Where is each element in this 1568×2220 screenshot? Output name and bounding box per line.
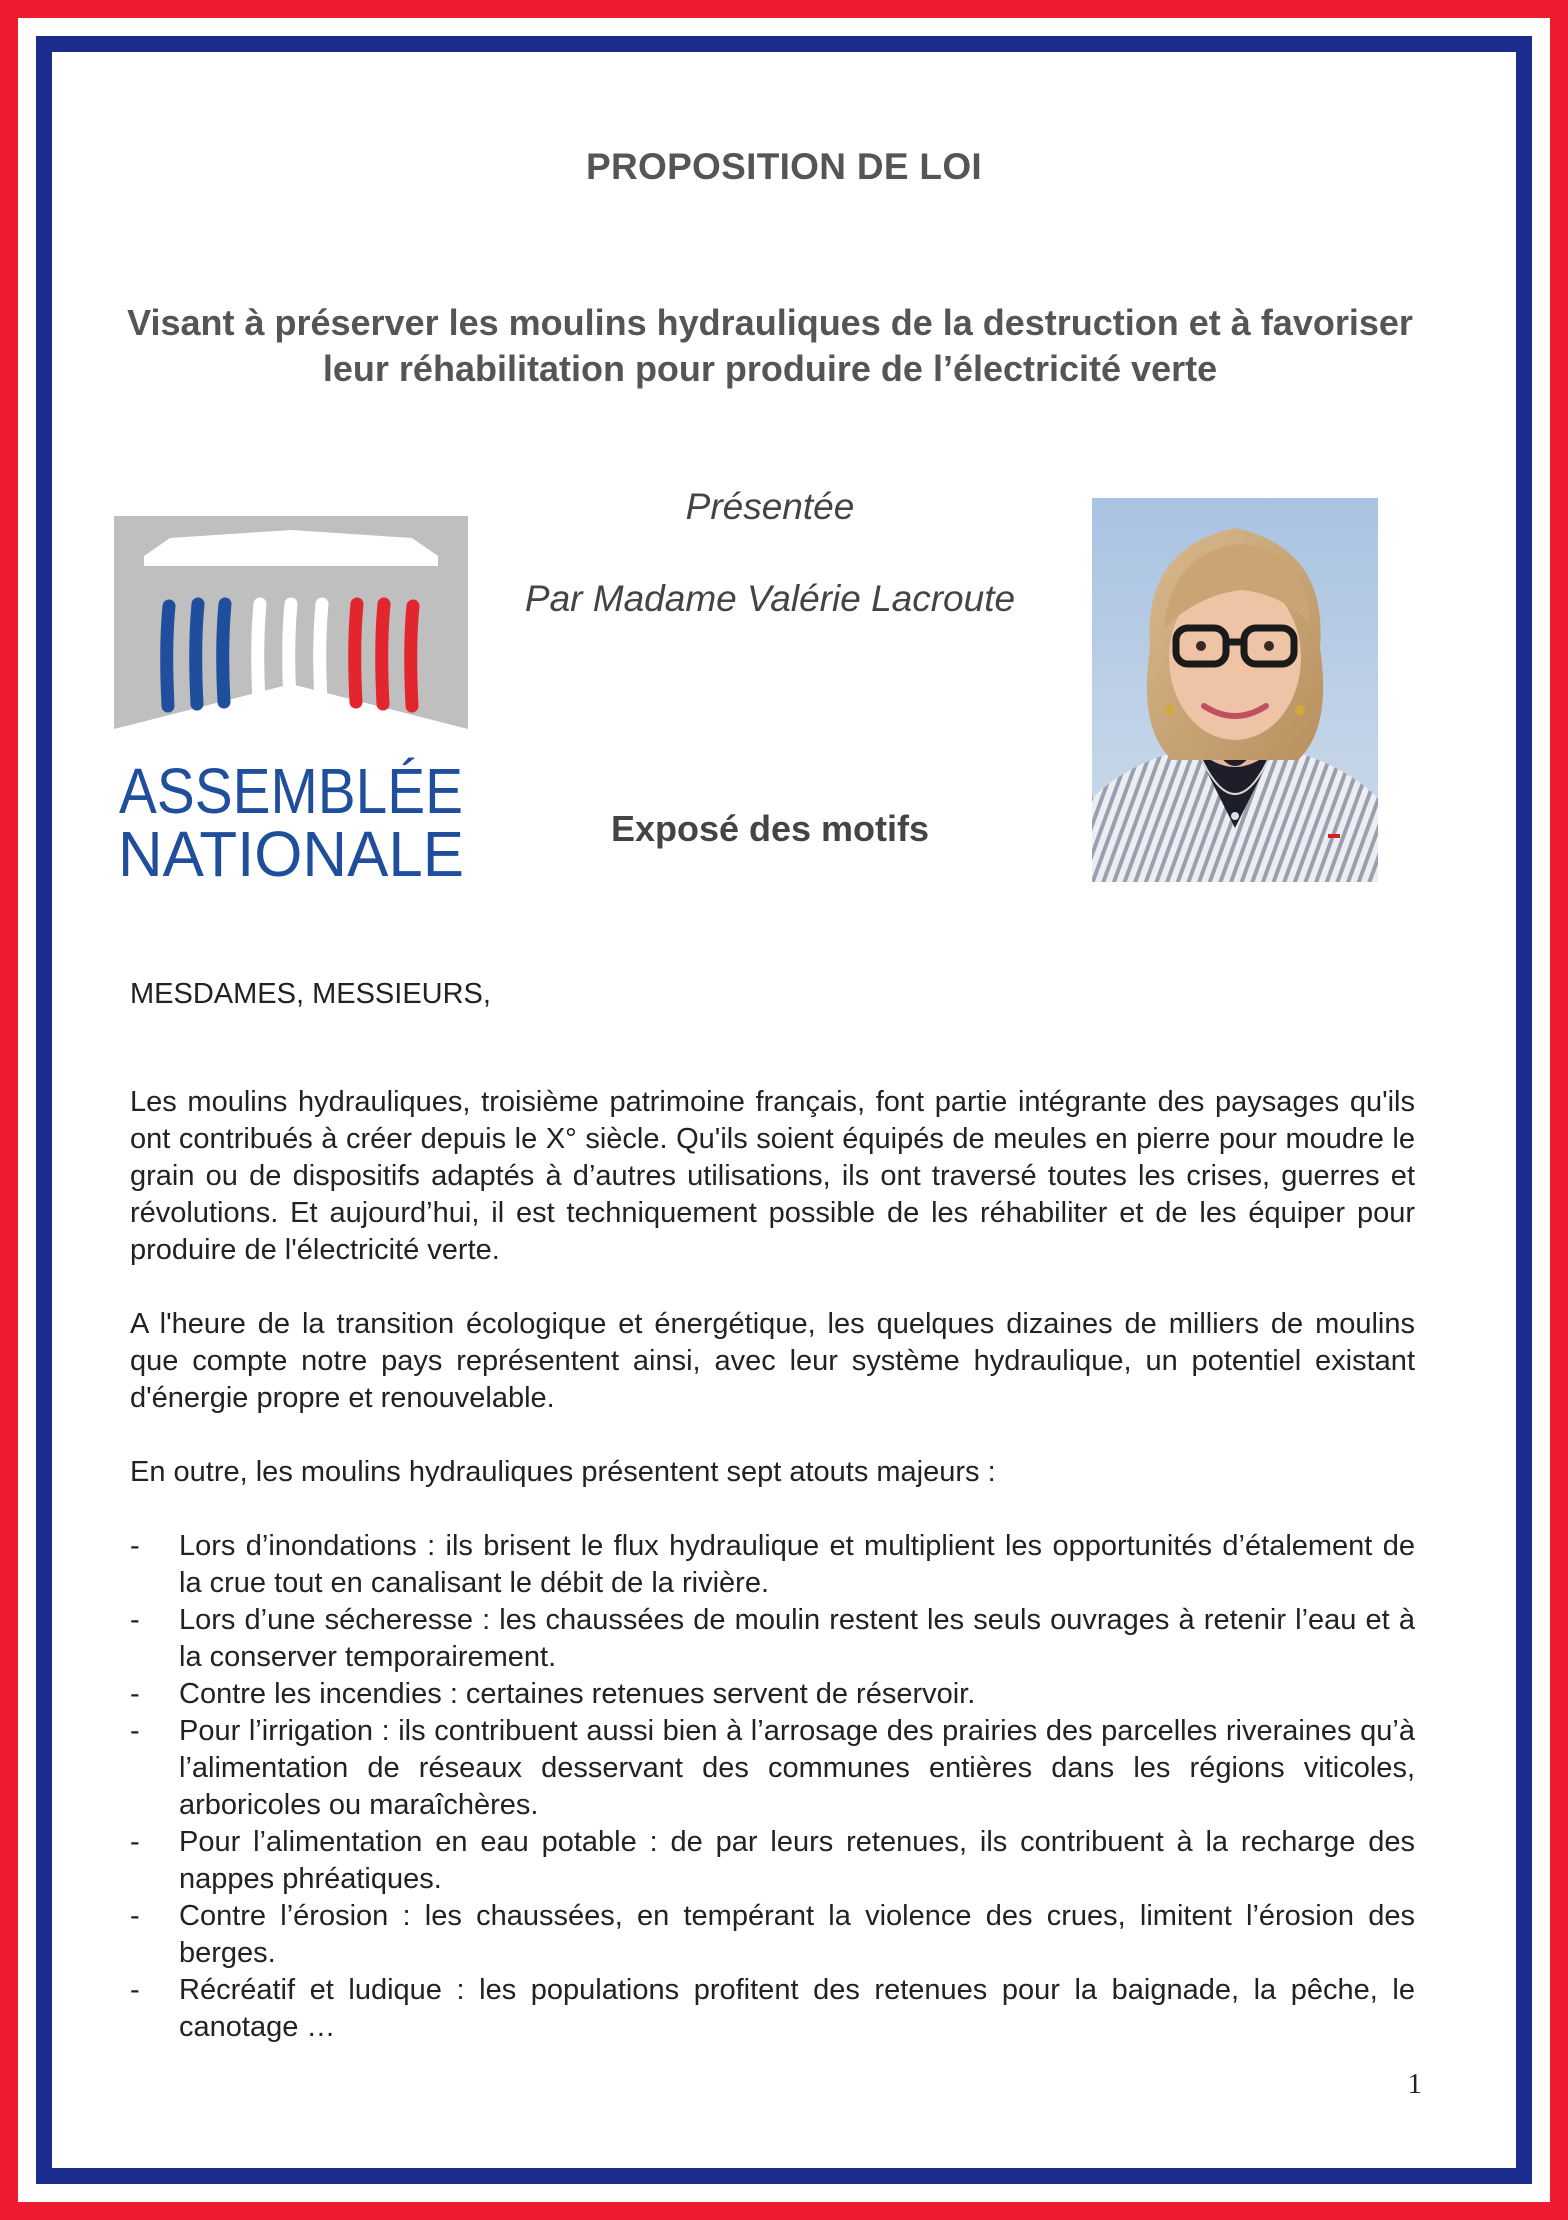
bullet-dash: - — [130, 1678, 140, 1710]
list-item — [130, 1972, 1415, 2046]
list-item-text: Contre l’érosion : les chaussées, en tempérant la violence des crues, limitent l’érosion des berges. — [179, 1900, 1415, 1969]
author-portrait-photo — [1092, 498, 1378, 882]
bullet-dash: - — [130, 1900, 140, 1932]
logo-line1: ASSEMBLÉE — [119, 755, 463, 827]
paragraph-2: A l'heure de la transition écologique et énergétique, les quelques dizaines de milliers de moulins que compte notre pays représentent ainsi, avec leur système hydraulique, un potentiel existant d'énergie propre et renouvelable. — [130, 1308, 1415, 1414]
list-item-text: Contre les incendies : certaines retenues servent de réservoir. — [179, 1678, 976, 1710]
author-line: Par Madame Valérie Lacroute — [524, 578, 1016, 619]
list-item — [130, 1898, 1415, 1972]
presented-label: Présentée — [685, 486, 855, 527]
assemblee-nationale-logo — [114, 516, 468, 880]
bullet-dash: - — [130, 1604, 140, 1636]
logo-line2: NATIONALE — [118, 818, 464, 880]
list-item — [130, 1824, 1415, 1898]
list-item-text: Pour l’irrigation : ils contribuent aussi bien à l’arrosage des prairies des parcelles riveraines qu’à l’alimentation de réseaux desservant des communes entières dans les régions viticoles, arboricoles ou maraîchères. — [179, 1715, 1415, 1821]
bullet-dash: - — [130, 1974, 140, 2006]
list-item — [130, 1713, 1415, 1824]
bullet-dash: - — [130, 1530, 140, 1562]
list-item-text: Lors d’inondations : ils brisent le flux hydraulique et multiplient les opportunités d’étalement de la crue tout en canalisant le débit de la rivière. — [179, 1530, 1415, 1599]
page-number: 1 — [1407, 2068, 1422, 2100]
bullet-dash: - — [130, 1715, 140, 1747]
list-item-text: Lors d’une sécheresse : les chaussées de moulin restent les seuls ouvrages à retenir l’eau et à la conserver temporairement. — [179, 1604, 1415, 1673]
list-item — [130, 1676, 1415, 1713]
section-heading: Exposé des motifs — [610, 808, 930, 849]
list-item-text: Pour l’alimentation en eau potable : de par leurs retenues, ils contribuent à la recharge des nappes phréatiques. — [179, 1826, 1415, 1895]
document-title: PROPOSITION DE LOI — [586, 146, 982, 187]
list-item-text: Récréatif et ludique : les populations profitent des retenues pour la baignade, la pêche, le canotage … — [179, 1974, 1415, 2043]
list-item — [130, 1602, 1415, 1676]
bullet-dash: - — [130, 1826, 140, 1858]
paragraph-3: En outre, les moulins hydrauliques présentent sept atouts majeurs : — [130, 1456, 996, 1488]
document-subtitle: Visant à préserver les moulins hydrauliques de la destruction et à favoriser leur réhabilitation pour produire de l’électricité verte — [127, 302, 1413, 389]
salutation: MESDAMES, MESSIEURS, — [130, 978, 491, 1010]
atouts-list — [130, 1528, 1415, 2046]
paragraph-1: Les moulins hydrauliques, troisième patrimoine français, font partie intégrante des paysages qu'ils ont contribués à créer depuis le X° siècle. Qu'ils soient équipés de meules en pierre pour moudre le grain ou de dispositifs adaptés à d’autres utilisations, ils ont traversé toutes les crises, guerres et révolutions. Et aujourd’hui, il est techniquement possible de les réhabiliter et de les équiper pour produire de l'électricité verte. — [130, 1086, 1415, 1266]
list-item — [130, 1528, 1415, 1602]
